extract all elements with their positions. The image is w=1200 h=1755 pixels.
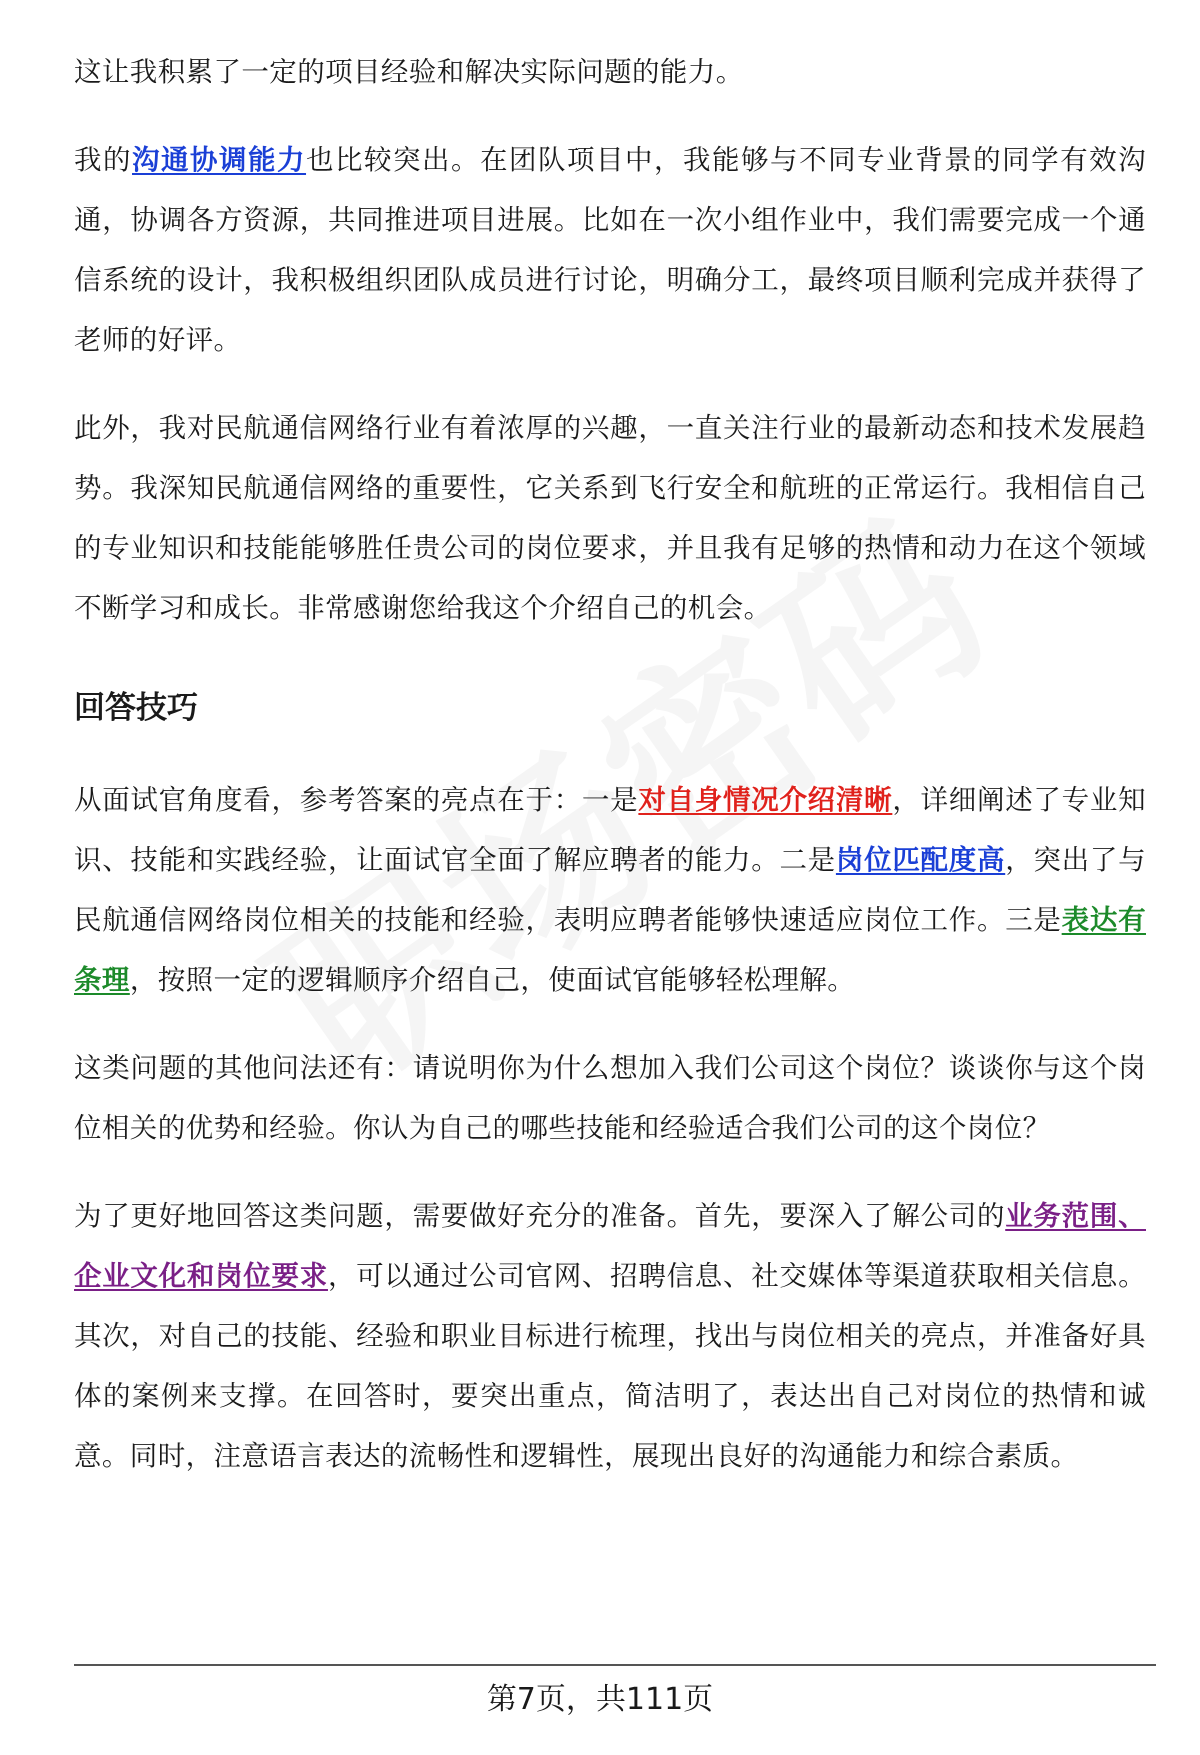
paragraph-other-questions (74, 1038, 1146, 1158)
paragraph-text: 为了更好地回答这类问题，需要做好充分的准备。首先，要深入了解公司的 (74, 1200, 1006, 1232)
highlight-job-match: 岗位匹配度高 (835, 844, 1006, 876)
page-number: 第7页，共111页 (486, 1682, 714, 1717)
paragraph-text: ，按照一定的逻辑顺序介绍自己，使面试官能够轻松理解。 (129, 964, 856, 996)
paragraph-text: 从面试官角度看，参考答案的亮点在于：一是 (74, 784, 639, 816)
paragraph-text: 也比较突出。在团队项目中，我能够与不同专业背景的同学有效沟通，协调各方资源，共同推进项目进展。比如在一次小组作业中，我们需要完成一个通信系统的设计，我积极组织团队成员进行讨论，明确分工，最终项目顺利完成并获得了老师的好评。 (74, 144, 1146, 356)
paragraph-text: 此外，我对民航通信网络行业有着浓厚的兴趣，一直关注行业的最新动态和技术发展趋势。我深知民航通信网络的重要性，它关系到飞行安全和航班的正常运行。我相信自己的专业知识和技能能够胜任贵公司的岗位要求，并且我有足够的热情和动力在这个领域不断学习和成长。非常感谢您给我这个介绍自己的机会。 (74, 412, 1146, 624)
paragraph-text: ，详细阐述了专业知识、技能和实践经验，让面试官全面了解应聘者的能力。二是 (74, 784, 1146, 876)
highlight-organized-expression: 表达有条理 (74, 904, 1146, 996)
paragraph-experience (74, 42, 1146, 102)
paragraph-communication (74, 130, 1146, 370)
highlight-communication-skill: 沟通协调能力 (132, 144, 307, 176)
paragraph-highlights (74, 770, 1146, 1010)
footer-divider (74, 1664, 1156, 1666)
paragraph-text: ，可以通过公司官网、招聘信息、社交媒体等渠道获取相关信息。其次，对自己的技能、经验和职业目标进行梳理，找出与岗位相关的亮点，并准备好具体的案例来支撑。在回答时，要突出重点，简洁明了，表达出自己对岗位的热情和诚意。同时，注意语言表达的流畅性和逻辑性，展现出良好的沟通能力和综合素质。 (74, 1260, 1146, 1472)
paragraph-preparation (74, 1186, 1146, 1486)
paragraph-text: ，突出了与民航通信网络岗位相关的技能和经验，表明应聘者能够快速适应岗位工作。三是 (74, 844, 1146, 936)
highlight-company-research: 业务范围、企业文化和岗位要求 (74, 1200, 1146, 1292)
paragraph-text: 我的 (74, 144, 133, 176)
section-title: 回答技巧 (74, 690, 198, 726)
paragraph-text: 这类问题的其他问法还有：请说明你为什么想加入我们公司这个岗位？谈谈你与这个岗位相关的优势和经验。你认为自己的哪些技能和经验适合我们公司的这个岗位？ (74, 1052, 1146, 1144)
paragraph-interest (74, 398, 1146, 638)
document-body (74, 42, 1146, 1486)
highlight-self-intro-clear: 对自身情况介绍清晰 (638, 784, 893, 816)
paragraph-text: 这让我积累了一定的项目经验和解决实际问题的能力。 (74, 56, 744, 88)
